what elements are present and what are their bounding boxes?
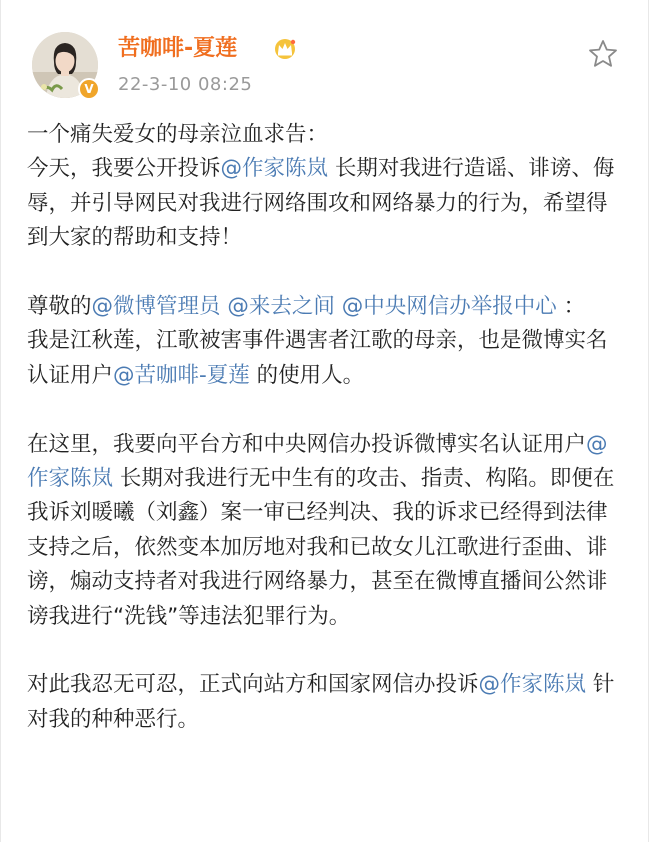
paragraph-gap (27, 634, 625, 668)
paragraph-4 (27, 668, 625, 737)
text: 的使用人。 (249, 362, 365, 388)
post-heading: 一个痛失爱女的母亲泣血求告： (27, 122, 329, 147)
verified-v-icon: V (78, 78, 100, 100)
text: 在这里，我要向平台方和中央网信办投诉微博实名认证用户 (27, 431, 587, 457)
paragraph-gap (27, 256, 625, 290)
mention-link[interactable]: @作家陈岚 (478, 672, 587, 698)
mention-link[interactable]: @作家陈岚 (220, 156, 329, 182)
favorite-star-button[interactable] (587, 38, 619, 70)
paragraph-gap (27, 393, 625, 427)
text: 长期对我进行造谣、诽谤、侮辱，并引导网民对我进行网络围攻和网络暴力的行为，希望得到大家的帮助和支持！ (27, 156, 615, 251)
paragraph-2 (27, 290, 625, 393)
post-header (1, 0, 649, 110)
mention-link[interactable]: @作家陈岚 (27, 431, 608, 492)
text: ： (556, 294, 586, 320)
paragraph-3 (27, 428, 625, 634)
text: 对此我忍无可忍，正式向站方和国家网信办投诉 (27, 672, 479, 698)
post-timestamp: 22-3-10 08:25 (118, 74, 253, 95)
mention-link[interactable]: @苦咖啡-夏莲 (113, 362, 250, 388)
mention-link[interactable]: @微博管理员 (91, 294, 221, 320)
text: 针对我的种种恶行。 (27, 672, 615, 732)
text: 今天，我要公开投诉 (27, 156, 221, 182)
mention-link[interactable]: @中央网信办举报中心 (341, 294, 557, 320)
username-link[interactable]: 苦咖啡-夏莲 (118, 36, 238, 61)
text (335, 294, 342, 319)
text: 尊敬的 (27, 294, 92, 320)
text: 长期对我进行无中生有的攻击、指责、构陷。即便在我诉刘暖曦（刘鑫）案一审已经判决、我的诉求已经得到法律支持之后，依然变本加厉地对我和已故女儿江歌进行歪曲、诽谤，煽动支持者对我进行网络暴力，甚至在微博直播间公然诽谤我进行“洗钱”等违法犯罪行为。 (27, 466, 615, 629)
paragraph-1 (27, 118, 625, 256)
crown-icon (272, 38, 298, 60)
mention-link[interactable]: @来去之间 (227, 294, 335, 320)
post-body (27, 118, 625, 737)
text: 我是江秋莲，江歌被害事件遇害者江歌的母亲，也是微博实名认证用户 (27, 328, 608, 388)
star-outline-icon (587, 38, 619, 70)
